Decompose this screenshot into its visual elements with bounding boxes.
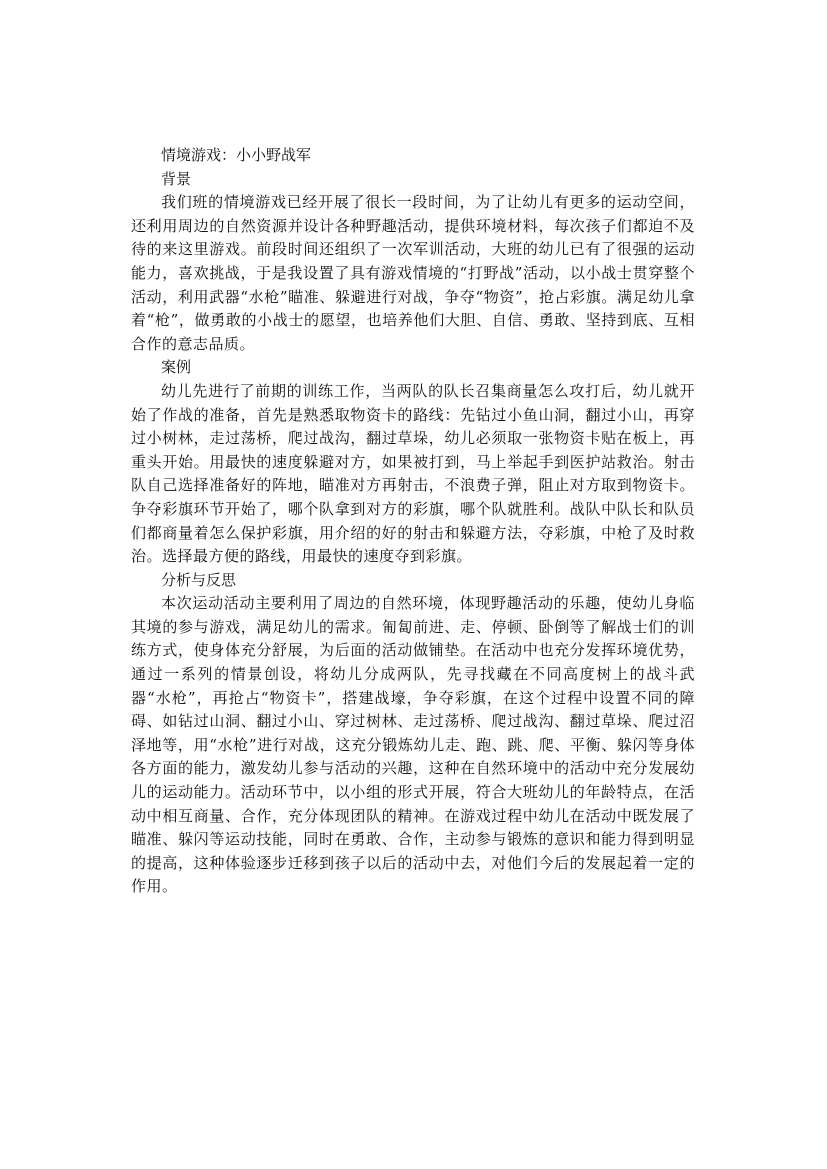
section-body-case: 幼儿先进行了前期的训练工作，当两队的队长召集商量怎么攻打后，幼儿就开始了作战的准备，首先是熟悉取物资卡的路线：先钻过小鱼山洞，翻过小山，再穿过小树林，走过荡桥，爬过战沟，翻过草垛，幼儿必须取一张物资卡贴在板上，再重头开始。用最快的速度躲避对方，如果被打到，马上举起手到医护站救治。射击队自己选择准备好的阵地，瞄准对方再射击，不浪费子弹，阻止对方取到物资卡。争夺彩旗环节开始了，哪个队拿到对方的彩旗，哪个队就胜利。战队中队长和队员们都商量着怎么保护彩旗，用介绍的好的射击和躲避方法，夺彩旗，中枪了及时救治。选择最方便的路线，用最快的速度夺到彩旗。	[131, 381, 695, 566]
section-body-analysis: 本次运动活动主要利用了周边的自然环境，体现野趣活动的乐趣，使幼儿身临其境的参与游戏，满足幼儿的需求。匍匐前进、走、停顿、卧倒等了解战士们的训练方式，使身体充分舒展，为后面的活动做铺垫。在活动中也充分发挥环境优势，通过一系列的情景创设，将幼儿分成两队，先寻找藏在不同高度树上的战斗武器“水枪”，再抢占“物资卡”，搭建战壕，争夺彩旗，在这个过程中设置不同的障碍、如钻过山洞、翻过小山、穿过树林、走过荡桥、爬过战沟、翻过草垛、爬过沼泽地等，用“水枪”进行对战，这充分锻炼幼儿走、跑、跳、爬、平衡、躲闪等身体各方面的能力，激发幼儿参与活动的兴趣，这种在自然环境中的活动中充分发展幼儿的运动能力。活动环节中，以小组的形式开展，符合大班幼儿的年龄特点，在活动中相互商量、合作，充分体现团队的精神。在游戏过程中幼儿在活动中既发展了瞄准、躲闪等运动技能，同时在勇敢、合作，主动参与锻炼的意识和能力得到明显的提高，这种体验逐步迁移到孩子以后的活动中去，对他们今后的发展起着一定的作用。	[131, 594, 695, 896]
section-heading-case: 案例	[161, 358, 192, 377]
document-page	[131, 144, 695, 899]
section-heading-background: 背景	[161, 169, 192, 188]
document-title: 情境游戏：小小野战军	[161, 146, 312, 164]
section-heading-analysis: 分析与反思	[161, 570, 237, 589]
section-body-background: 我们班的情境游戏已经开展了很长一段时间，为了让幼儿有更多的运动空间，还利用周边的自然资源并设计各种野趣活动，提供环境材料，每次孩子们都迫不及待的来这里游戏。前段时间还组织了一次军训活动，大班的幼儿已有了很强的运动能力，喜欢挑战，于是我设置了具有游戏情境的“打野战”活动，以小战士贯穿整个活动，利用武器“水枪”瞄准、躲避进行对战，争夺“物资”，抢占彩旗。满足幼儿拿着“枪”，做勇敢的小战士的愿望，也培养他们大胆、自信、勇敢、坚持到底、互相合作的意志品质。	[131, 193, 695, 353]
